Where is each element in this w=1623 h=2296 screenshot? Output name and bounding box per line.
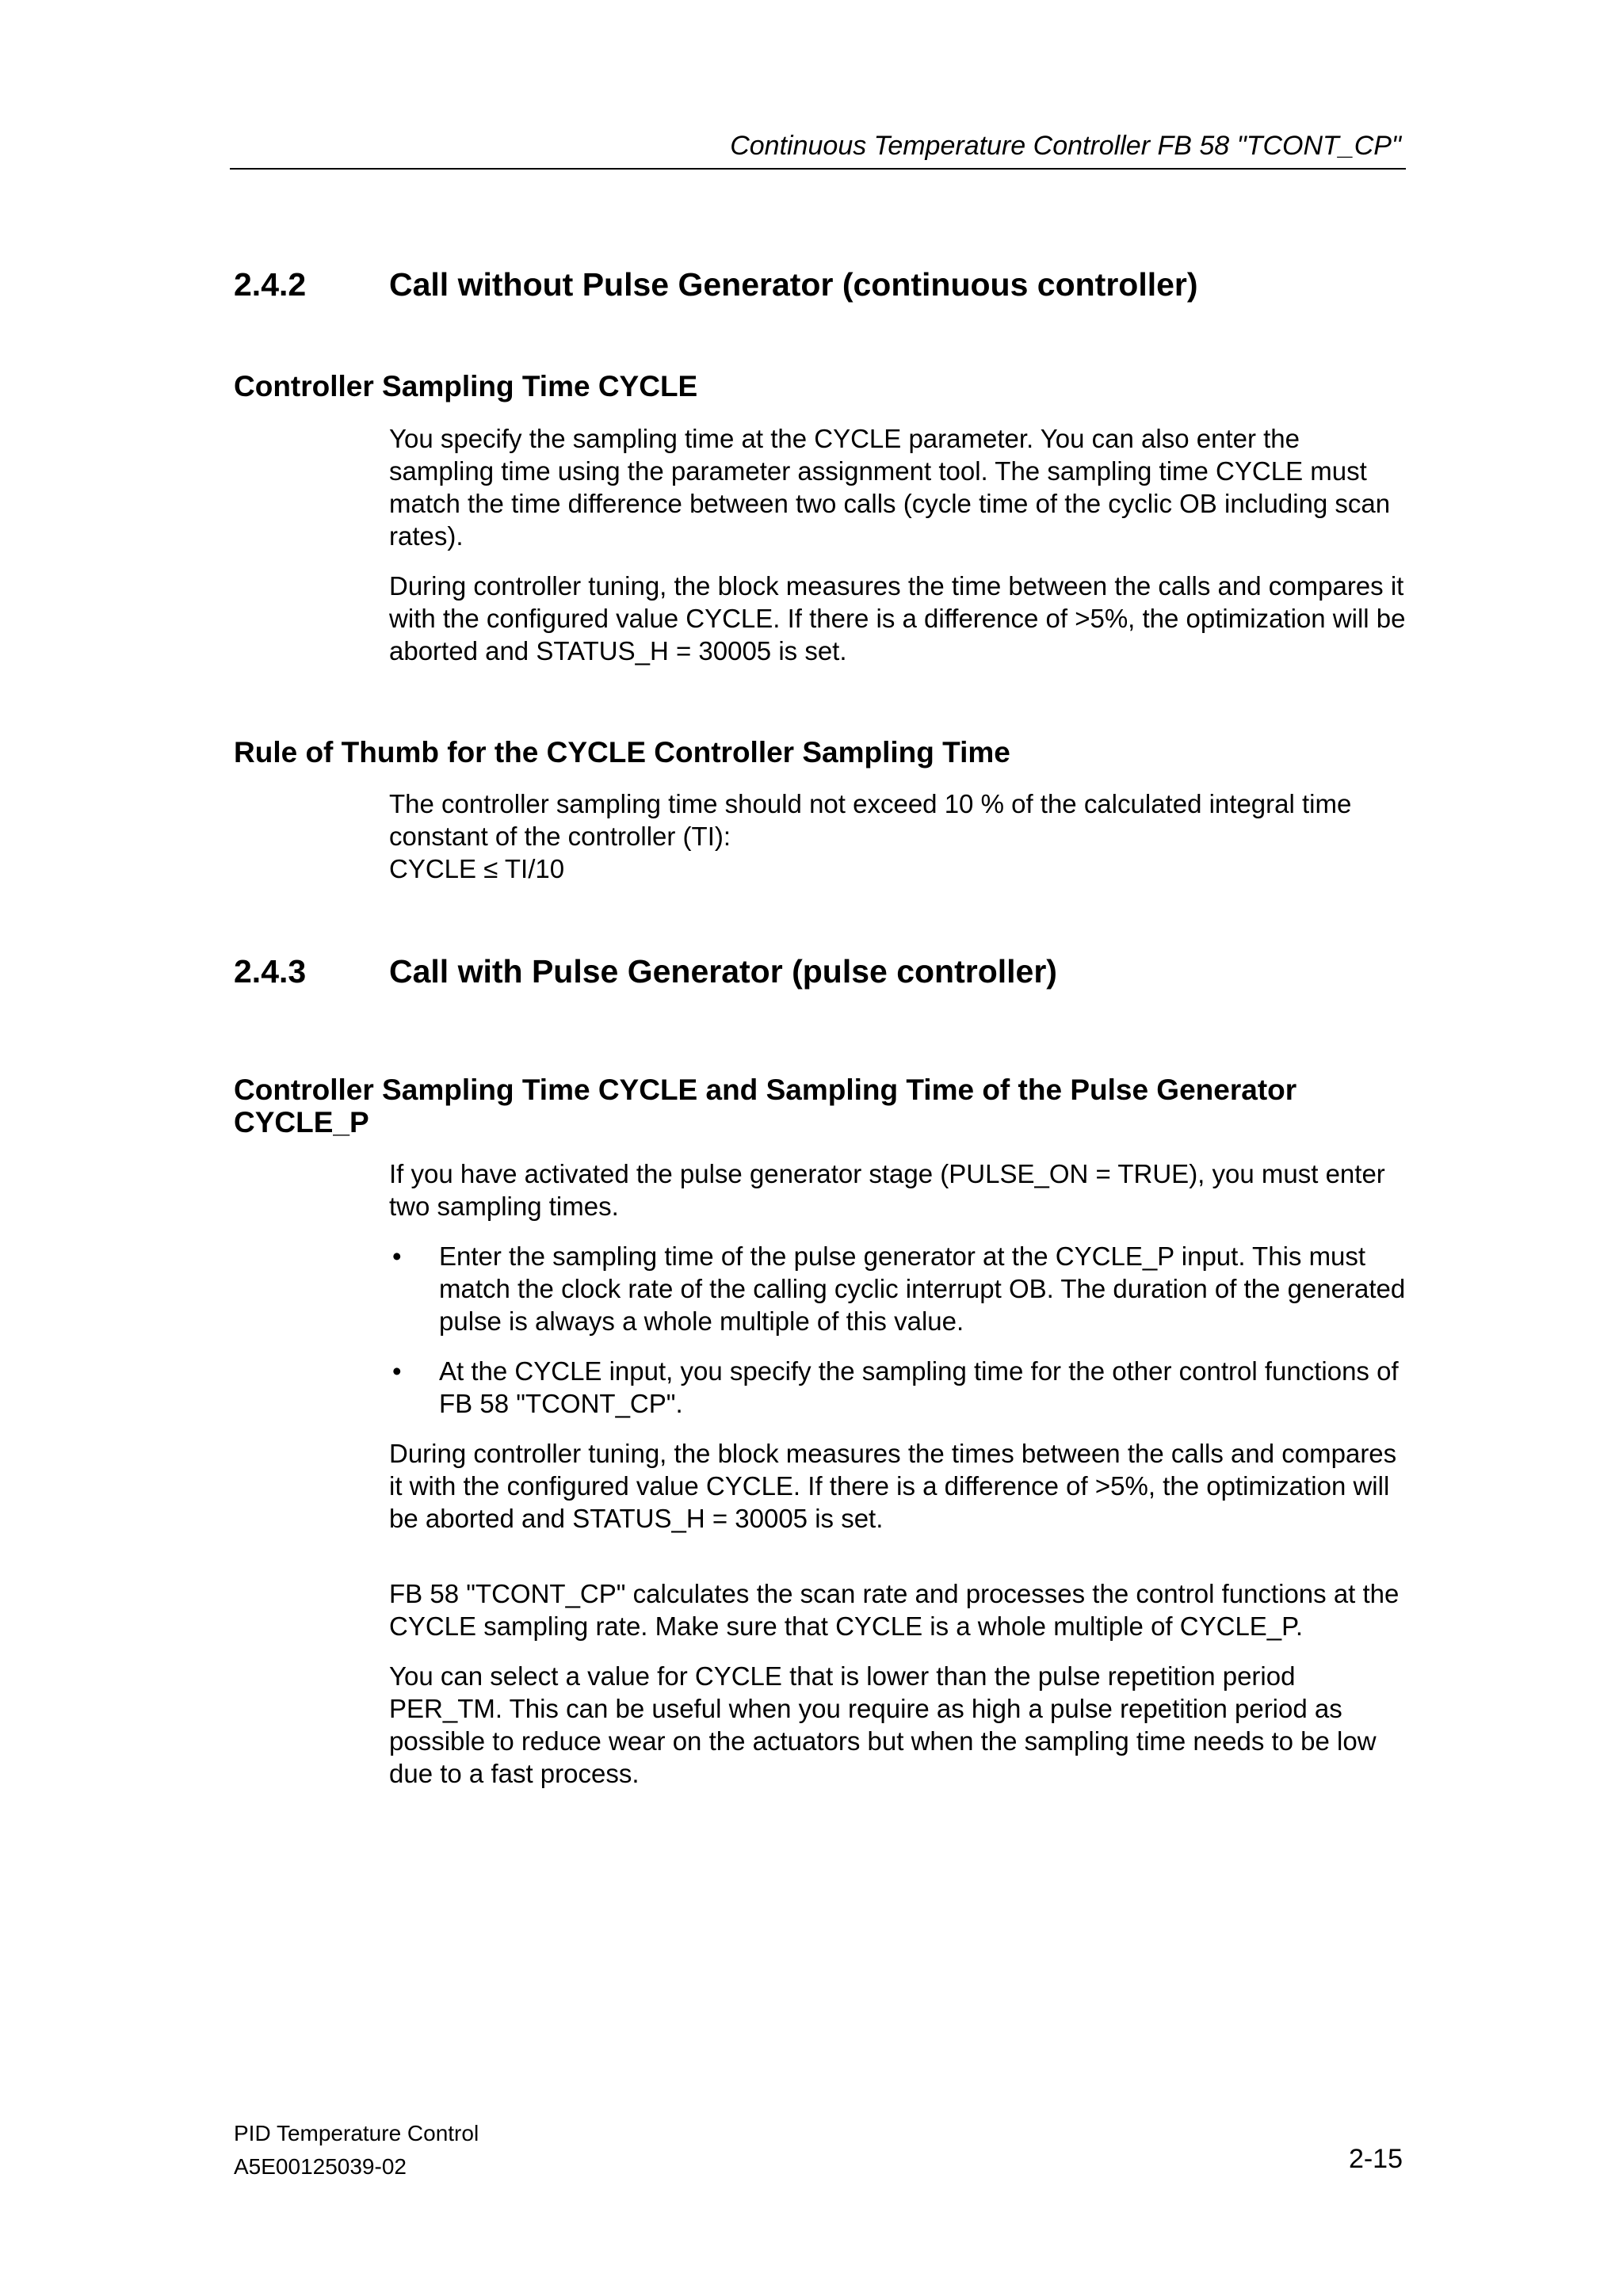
footer-order-number: A5E00125039-02 xyxy=(234,2154,407,2179)
section-heading-2-4-3 xyxy=(234,952,1407,990)
paragraph: The controller sampling time should not exceed 10 % of the calculated integral time constant of the controller (TI): xyxy=(389,789,1352,851)
section-title: Call with Pulse Generator (pulse controller) xyxy=(389,953,1057,990)
list-item xyxy=(389,1355,1411,1420)
bullet-list xyxy=(389,1240,1411,1420)
paragraph: You specify the sampling time at the CYCLE parameter. You can also enter the sampling time using the parameter assignment tool. The sampling time CYCLE must match the time difference between two calls (cycle time of the cyclic OB including scan rates). xyxy=(389,424,1391,551)
bullet-icon: • xyxy=(392,1241,402,1271)
paragraph: During controller tuning, the block measures the time between the calls and compares it with the configured value CYCLE. If there is a difference of >5%, the optimization will be aborted and STATUS_H = 30005 is set. xyxy=(389,571,1406,666)
formula: CYCLE ≤ TI/10 xyxy=(389,854,565,883)
body-block-rule-of-thumb xyxy=(389,788,1411,885)
subheading-controller-sampling-time: Controller Sampling Time CYCLE xyxy=(234,370,698,402)
running-header: Continuous Temperature Controller FB 58 "TCONT_CP" xyxy=(730,131,1401,161)
paragraph: You can select a value for CYCLE that is lower than the pulse repetition period PER_TM. This can be useful when you require as high a pulse repetition period as possible to reduce wear on the actuators but when the sampling time needs to be low due to a fast process. xyxy=(389,1661,1377,1788)
subheading-pulse-generator-sampling: Controller Sampling Time CYCLE and Sampling Time of the Pulse Generator CYCLE_P xyxy=(234,1074,1297,1138)
section-title: Call without Pulse Generator (continuous controller) xyxy=(389,266,1198,303)
header-rule xyxy=(230,168,1406,170)
section-number: 2.4.3 xyxy=(234,953,307,990)
footer-manual-title: PID Temperature Control xyxy=(234,2121,479,2145)
section-heading-2-4-2 xyxy=(234,265,1407,303)
paragraph: If you have activated the pulse generator stage (PULSE_ON = TRUE), you must enter two sampling times. xyxy=(389,1159,1385,1221)
list-item xyxy=(389,1240,1411,1337)
page-number: 2-15 xyxy=(1348,2144,1403,2174)
bullet-icon: • xyxy=(392,1356,402,1386)
list-item-text: Enter the sampling time of the pulse generator at the CYCLE_P input. This must match the clock rate of the calling cyclic interrupt OB. The duration of the generated pulse is always a whole multiple of this value. xyxy=(439,1241,1406,1336)
subheading-rule-of-thumb: Rule of Thumb for the CYCLE Controller Sampling Time xyxy=(234,736,1010,769)
paragraph: During controller tuning, the block measures the times between the calls and compares it with the configured value CYCLE. If there is a difference of >5%, the optimization will be aborted and STATUS_H = 30005 is set. xyxy=(389,1439,1397,1533)
body-block-pulse-generator xyxy=(389,1158,1411,1790)
list-item-text: At the CYCLE input, you specify the sampling time for the other control functions of FB 58 "TCONT_CP". xyxy=(439,1356,1399,1418)
section-number: 2.4.2 xyxy=(234,266,307,303)
body-block-sampling-time xyxy=(389,422,1411,667)
footer-left xyxy=(234,2117,479,2183)
paragraph: FB 58 "TCONT_CP" calculates the scan rate and processes the control functions at the CYCLE sampling rate. Make sure that CYCLE is a whole multiple of CYCLE_P. xyxy=(389,1579,1400,1641)
